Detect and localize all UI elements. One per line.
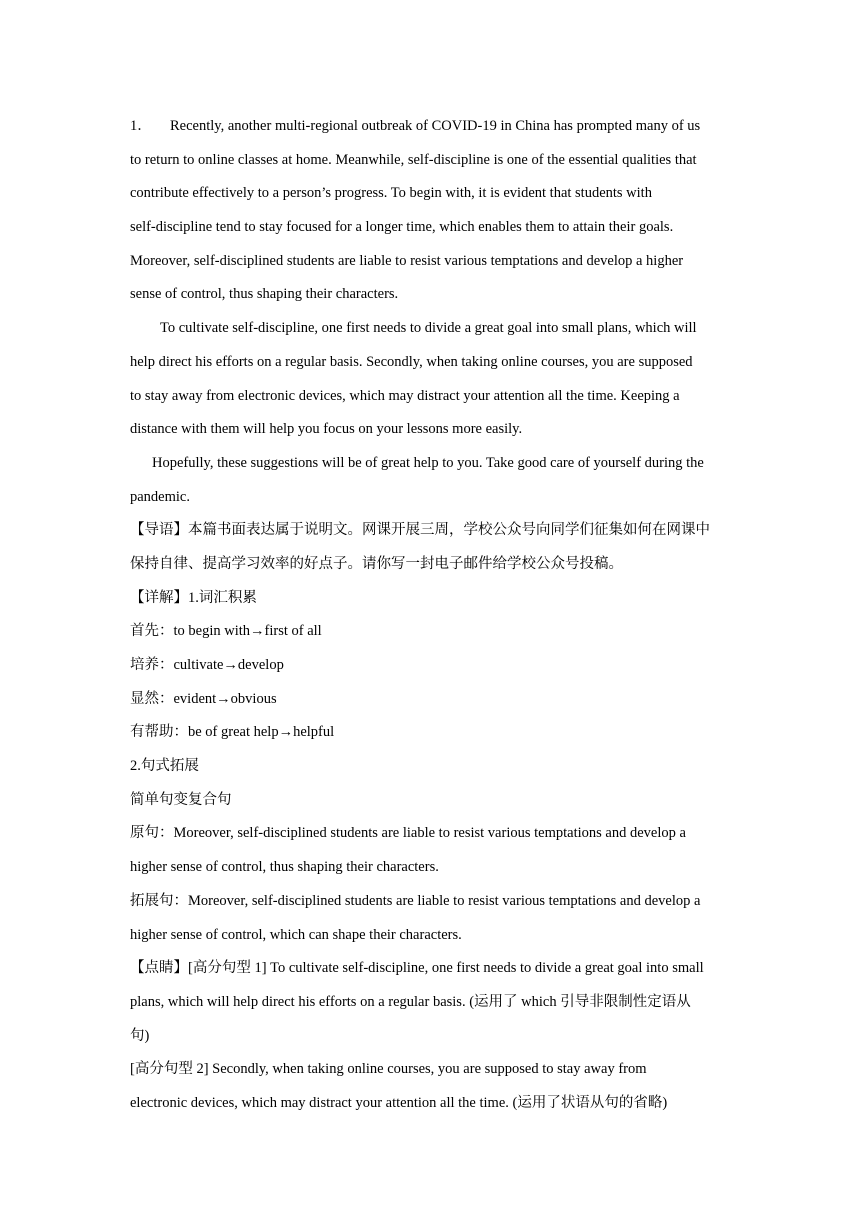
text-line: 拓展句：Moreover, self-disciplined students are liable to resist various temptations and develop a <box>130 892 701 909</box>
detail-section <box>130 582 730 953</box>
text-line: higher sense of control, thus shaping their characters. <box>130 859 439 876</box>
essay-paragraph-3 <box>130 447 730 514</box>
section-heading: 【详解】1.词汇积累 <box>130 589 257 606</box>
text-line: higher sense of control, which can shape their characters. <box>130 926 462 943</box>
text-line: self-discipline tend to stay focused for a longer time, which enables them to attain their goals. <box>130 219 674 236</box>
text-line: Hopefully, these suggestions will be of great help to you. Take good care of yourself during the <box>152 454 704 471</box>
text-line: help direct his efforts on a regular basis. Secondly, when taking online courses, you are supposed <box>130 353 693 370</box>
essay-paragraph-1 <box>130 110 730 312</box>
essay-paragraph-2 <box>130 312 730 447</box>
item-number: 1． <box>130 118 152 134</box>
document-page <box>130 110 730 1121</box>
text-line: contribute effectively to a person’s progress. To begin with, it is evident that students with <box>130 185 652 202</box>
text-line: 【点睛】[高分句型 1] To cultivate self-discipline, one first needs to divide a great goal into small <box>130 960 704 977</box>
text-line: Moreover, self-disciplined students are liable to resist various temptations and develop a higher <box>130 252 684 269</box>
text-line: 保持自律、提高学习效率的好点子。请你写一封电子邮件给学校公众号投稿。 <box>130 555 623 572</box>
text-line: 句) <box>130 1027 150 1044</box>
text-line: electronic devices, which may distract your attention all the time. (运用了状语从句的省略) <box>130 1094 668 1111</box>
vocab-item: 有帮助：be of great help→helpful <box>130 724 335 741</box>
text-line: 【导语】本篇书面表达属于说明文。网课开展三周，学校公众号向同学们征集如何在网课中 <box>130 522 710 539</box>
text-line: distance with them will help you focus on your lessons more easily. <box>130 421 523 438</box>
comment-section <box>130 952 730 1120</box>
text-line: 原句：Moreover, self-disciplined students are liable to resist various temptations and develop a <box>130 825 686 842</box>
guide-section <box>130 514 730 581</box>
text-line: to return to online classes at home. Meanwhile, self-discipline is one of the essential qualities that <box>130 151 697 168</box>
text-line: plans, which will help direct his efforts on a regular basis. (运用了 which 引导非限制性定语从 <box>130 993 691 1010</box>
text-line: 1． Recently, another multi-regional outbreak of COVID-19 in China has prompted many of us <box>130 110 730 144</box>
section-heading: 2.句式拓展 <box>130 758 199 775</box>
vocab-item: 培养：cultivate→develop <box>130 657 284 673</box>
sub-heading: 简单句变复合句 <box>130 791 232 808</box>
text-line: To cultivate self-discipline, one first needs to divide a great goal into small plans, which will <box>160 320 697 337</box>
vocab-item: 显然：evident→obvious <box>130 690 277 707</box>
text-line: to stay away from electronic devices, which may distract your attention all the time. Keeping a <box>130 387 680 404</box>
vocab-item: 首先：to begin with→first of all <box>130 623 322 640</box>
text-line: [高分句型 2] Secondly, when taking online courses, you are supposed to stay away from <box>130 1061 647 1078</box>
text-line: pandemic. <box>130 488 190 505</box>
text-line: sense of control, thus shaping their characters. <box>130 286 399 303</box>
